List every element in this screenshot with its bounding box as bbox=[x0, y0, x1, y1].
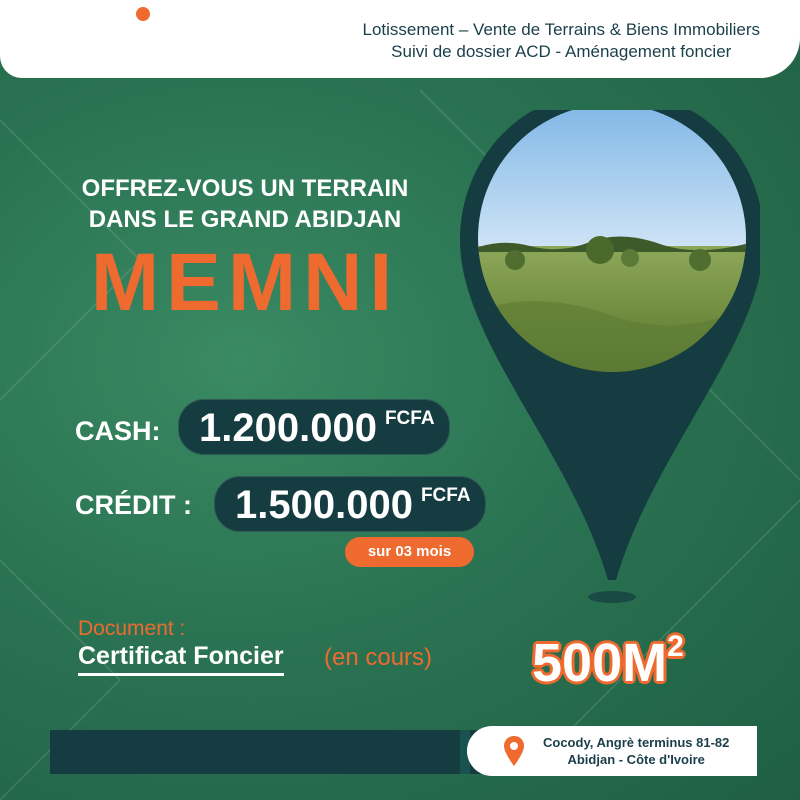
credit-price-pill bbox=[214, 476, 486, 532]
cash-amount: 1.200.000 bbox=[199, 406, 377, 450]
credit-label: CRÉDIT : bbox=[75, 490, 192, 520]
area-size bbox=[532, 632, 684, 694]
address-line-2: Abidjan - Côte d'Ivoire bbox=[567, 752, 705, 767]
document-label: Document : bbox=[78, 617, 186, 640]
header-text bbox=[363, 19, 761, 63]
address bbox=[543, 734, 729, 768]
area-exponent: 2 bbox=[667, 630, 684, 663]
location-pin-icon bbox=[503, 735, 525, 767]
cash-label: CASH: bbox=[75, 416, 161, 446]
location-title: MEMNI bbox=[90, 237, 400, 328]
footer-bar bbox=[50, 730, 490, 774]
document-status: (en cours) bbox=[324, 644, 433, 671]
document-type: Certificat Foncier bbox=[78, 642, 284, 676]
address-line-1: Cocody, Angrè terminus 81-82 bbox=[543, 735, 730, 750]
headline-line-2: DANS LE GRAND ABIDJAN bbox=[88, 206, 402, 233]
area-value: 500M bbox=[532, 633, 668, 693]
location-pin-photo bbox=[460, 110, 760, 610]
credit-terms-badge: sur 03 mois bbox=[345, 537, 474, 567]
pin-shadow bbox=[588, 591, 636, 603]
footer-address-card bbox=[467, 726, 757, 776]
cash-currency: FCFA bbox=[384, 408, 435, 429]
headline bbox=[40, 173, 450, 235]
cash-price-pill bbox=[178, 399, 450, 455]
header-line-2: Suivi de dossier ACD - Aménagement foncier bbox=[391, 42, 732, 61]
headline-line-1: OFFREZ-VOUS UN TERRAIN bbox=[81, 175, 409, 202]
header-dot bbox=[136, 7, 150, 21]
header-line-1: Lotissement – Vente de Terrains & Biens Immobiliers bbox=[362, 20, 760, 39]
header-banner bbox=[0, 0, 800, 78]
credit-currency: FCFA bbox=[420, 485, 471, 506]
credit-amount: 1.500.000 bbox=[235, 483, 413, 527]
